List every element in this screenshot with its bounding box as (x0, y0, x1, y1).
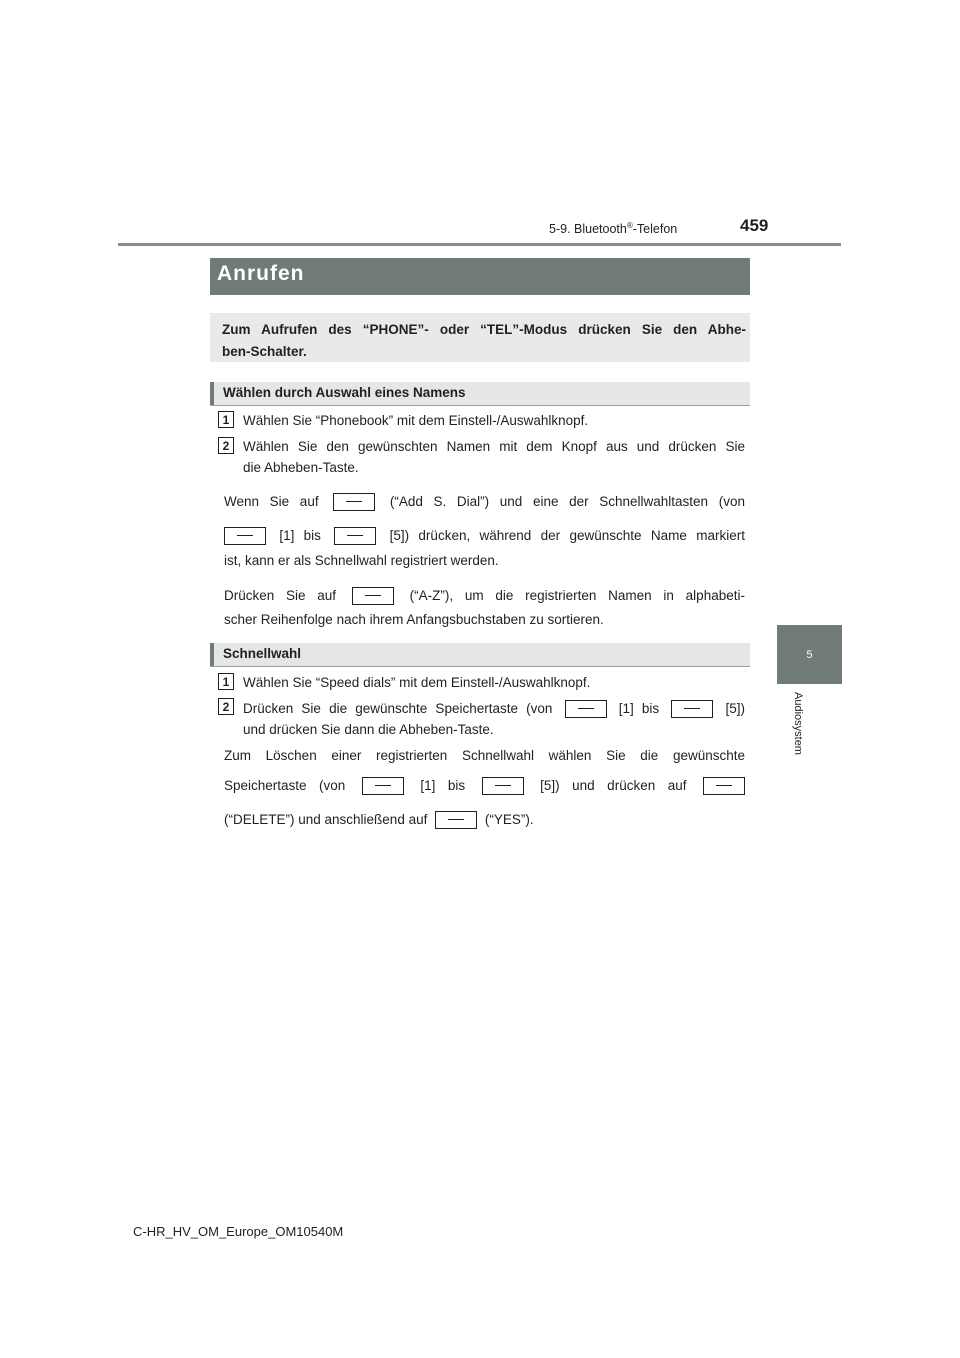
step-2-line-1: Wählen Sie den gewünschten Namen mit dem Knopf aus und drücken Sie (243, 439, 745, 454)
step-number-1: 1 (218, 411, 234, 428)
delete-button-key-icon (703, 777, 745, 795)
note2-text-a: Drücken Sie auf (224, 588, 337, 603)
note1-text-b: (“Add S. Dial”) und eine der Schnellwahltasten (von (389, 494, 745, 509)
note1-text-d: [5]) drücken, während der gewünschte Name markiert (389, 528, 745, 543)
intro-text (222, 319, 746, 363)
note2-text-b: (“A-Z”), um die registrierten Namen in alphabeti- (409, 588, 745, 603)
add-speed-dial-key-icon (333, 493, 375, 511)
subheading-speed-dial: Schnellwahl (223, 646, 302, 661)
note1-text-a: Wenn Sie auf (224, 494, 319, 509)
speed-dial-key-1-icon (224, 527, 266, 545)
speed-dial-key-5-icon (334, 527, 376, 545)
intro-line-1: Zum Aufrufen des “PHONE”- oder “TEL”-Modus drücken Sie den Abhe- (222, 322, 746, 337)
note3-text-c: [5]) und drücken auf (540, 778, 687, 793)
registered-mark: ® (626, 221, 633, 230)
chapter-number: 5 (806, 648, 813, 661)
yes-key-icon (435, 811, 477, 829)
note3-text-a: Speichertaste (von (224, 778, 346, 793)
chapter-tab (777, 625, 842, 684)
header-divider (118, 243, 841, 246)
note1-line-3: ist, kann er als Schnellwahl registriert werden. (224, 553, 499, 568)
memory-key-5-icon (671, 700, 713, 718)
note2-line-1 (224, 586, 745, 606)
note3-text-d: (“DELETE”) und anschließend auf (224, 812, 428, 827)
a-z-key-icon (352, 587, 394, 605)
intro-line-2: ben-Schalter. (222, 344, 307, 359)
step-number-1b: 1 (218, 673, 234, 690)
step-2b-text-b: [1] bis (618, 701, 660, 716)
note3-line-3 (224, 810, 534, 830)
step-2b-line-1 (243, 699, 745, 719)
note1-line-1 (224, 492, 745, 512)
step-2b-text-a: Drücken Sie die gewünschte Speichertaste (von (243, 701, 553, 716)
note3-line-2 (224, 776, 745, 796)
section-suffix: -Telefon (632, 222, 678, 237)
chapter-label (790, 692, 806, 772)
subheading-name-select: Wählen durch Auswahl eines Namens (223, 385, 466, 400)
page-number: 459 (740, 216, 769, 235)
step-number-2b: 2 (218, 698, 234, 715)
chapter-label-text: Audiosystem (792, 692, 804, 755)
note3-line-1: Zum Löschen einer registrierten Schnellwahl wählen Sie die gewünschte (224, 748, 745, 763)
note1-line-2 (224, 526, 745, 546)
step-number-2: 2 (218, 437, 234, 454)
delete-key-5-icon (482, 777, 524, 795)
document-footer: C-HR_HV_OM_Europe_OM10540M (133, 1224, 344, 1239)
section-prefix: 5-9. Bluetooth (549, 222, 627, 237)
page-title: Anrufen (217, 262, 305, 285)
step-2b-line-2: und drücken Sie dann die Abheben-Taste. (243, 722, 494, 737)
note3-text-e: (“YES”). (484, 812, 534, 827)
step-1b-text: Wählen Sie “Speed dials” mit dem Einstell-/Auswahlknopf. (243, 675, 591, 690)
note1-text-c: [1] bis (279, 528, 321, 543)
note3-text-b: [1] bis (420, 778, 466, 793)
step-1-text: Wählen Sie “Phonebook” mit dem Einstell-/Auswahlknopf. (243, 413, 589, 428)
step-2-line-2: die Abheben-Taste. (243, 460, 359, 475)
memory-key-1-icon (565, 700, 607, 718)
step-2b-text-c: [5]) (725, 701, 745, 716)
section-breadcrumb (549, 221, 677, 236)
note2-line-2: scher Reihenfolge nach ihrem Anfangsbuchstaben zu sortieren. (224, 612, 604, 627)
delete-key-1-icon (362, 777, 404, 795)
